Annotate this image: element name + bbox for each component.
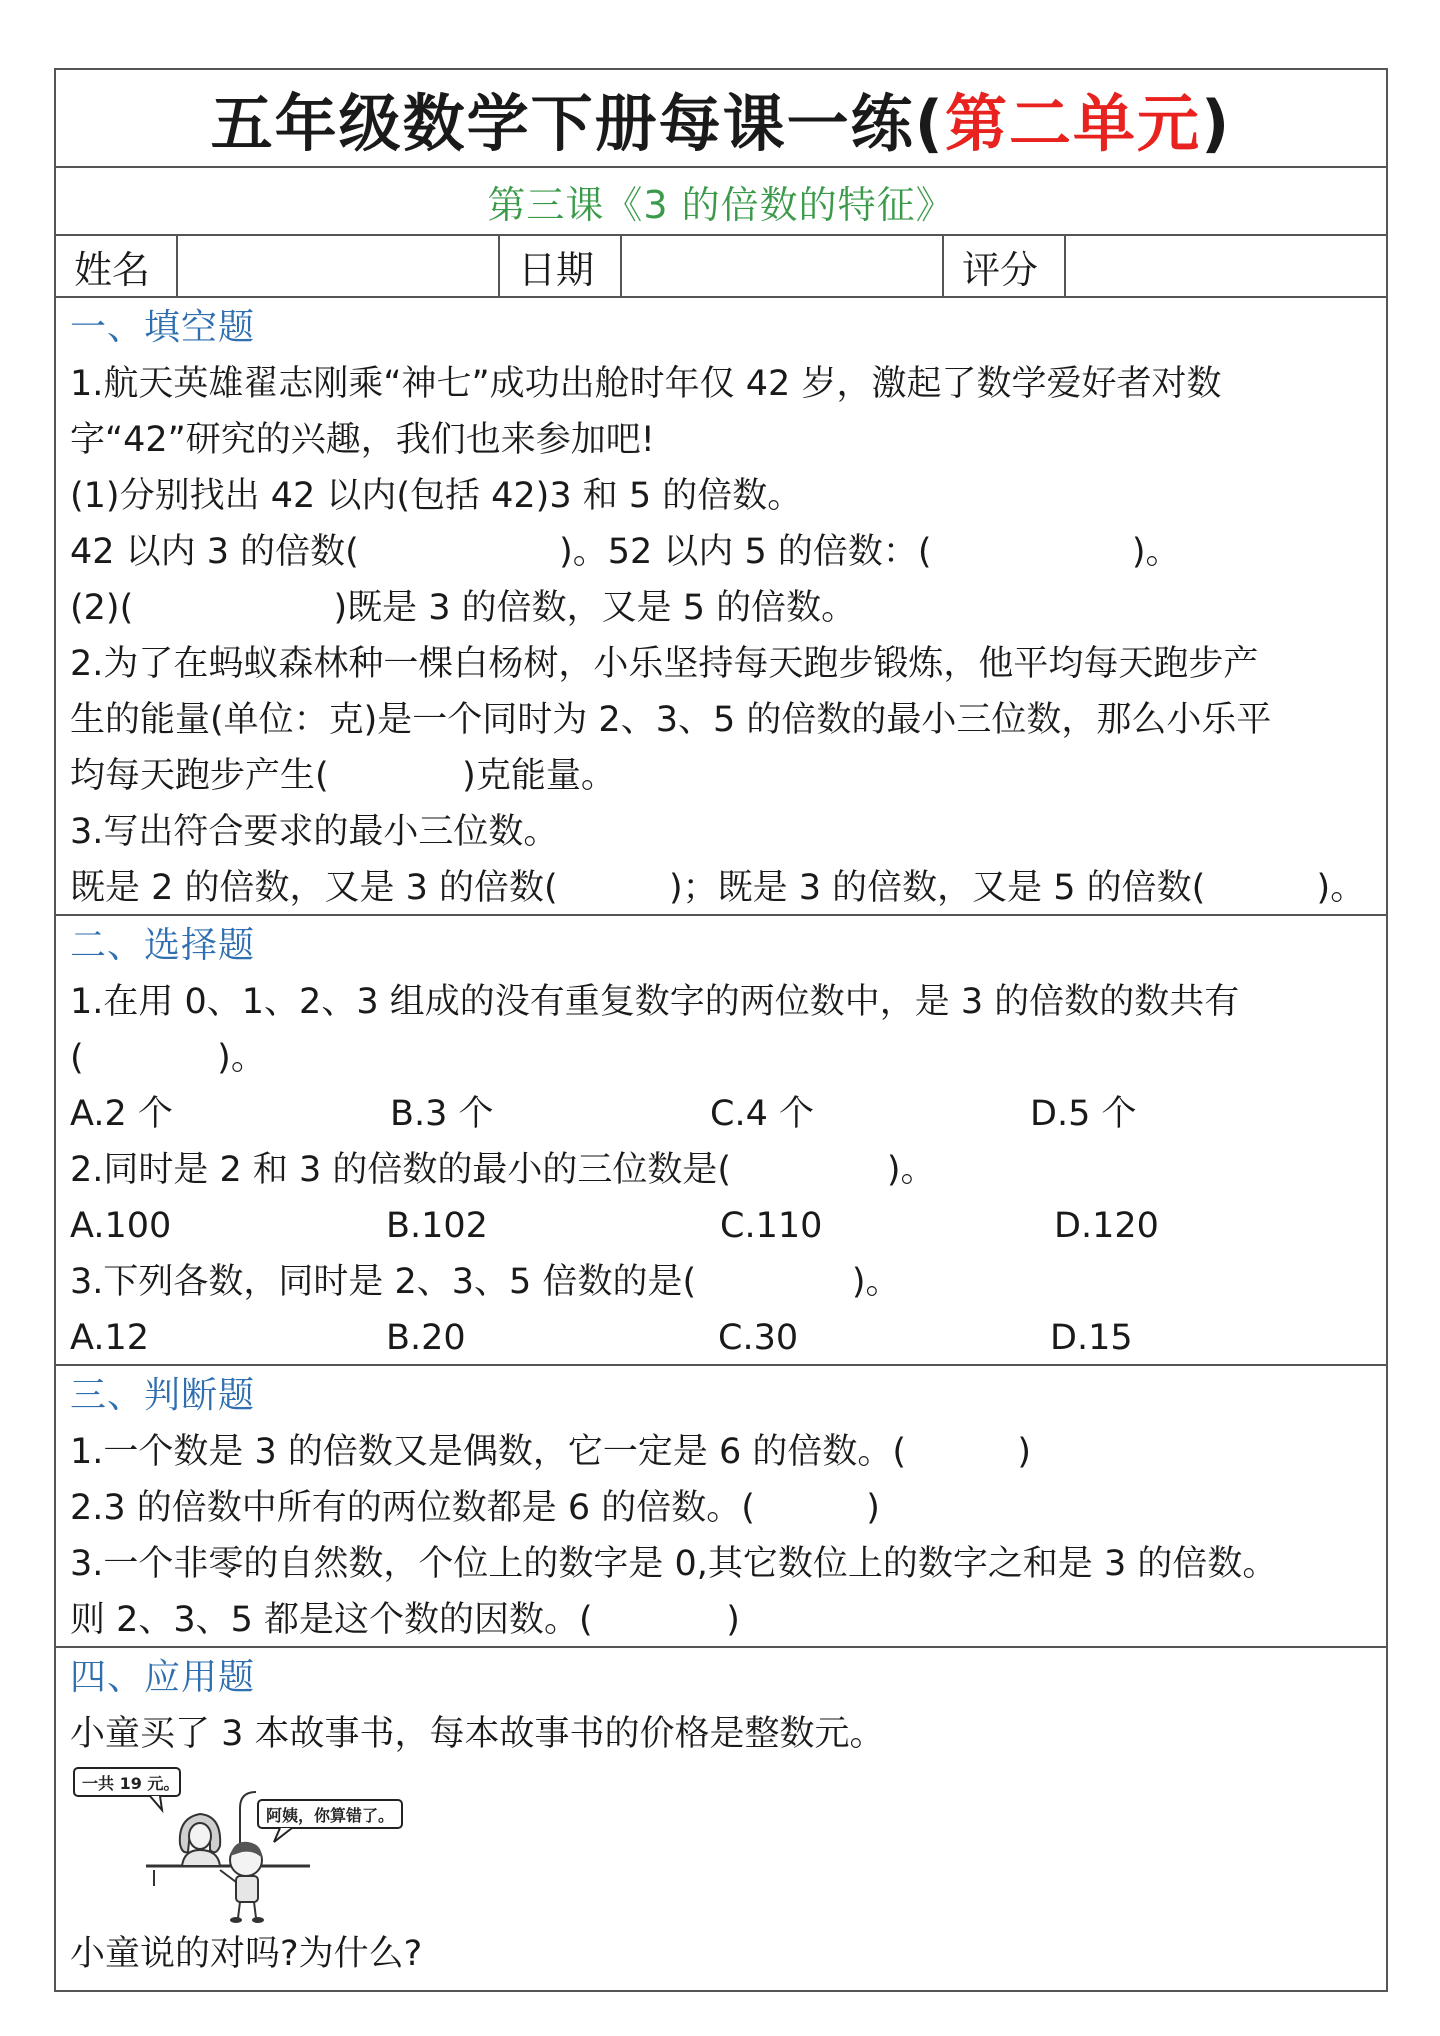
question-line: 均每天跑步产生( )克能量。	[70, 756, 616, 796]
score-label: 评分	[944, 236, 1066, 296]
option-b[interactable]: B.3 个	[390, 1094, 494, 1134]
option-a[interactable]: A.12	[70, 1318, 149, 1358]
title-unit: 第二单元	[944, 86, 1201, 160]
section-heading: 二、选择题	[70, 925, 256, 966]
score-field[interactable]	[1066, 236, 1386, 296]
option-d[interactable]: D.5 个	[1030, 1094, 1137, 1134]
section-apply	[56, 1648, 1386, 1992]
options-row	[70, 1198, 1376, 1254]
question-line: 字“42”研究的兴趣，我们也来参加吧!	[70, 420, 655, 460]
date-label: 日期	[500, 236, 622, 296]
question-line: 42 以内 3 的倍数( )。52 以内 5 的倍数：( )。	[70, 532, 1181, 572]
option-c[interactable]: C.30	[718, 1318, 799, 1358]
option-b[interactable]: B.102	[386, 1206, 488, 1246]
section-heading: 四、应用题	[70, 1657, 256, 1698]
section-judge	[56, 1366, 1386, 1648]
subtitle-row	[56, 168, 1386, 236]
question-line: 小童说的对吗?为什么?	[70, 1934, 423, 1974]
cartoon-illustration	[70, 1762, 1376, 1926]
question-line: 1.在用 0、1、2、3 组成的没有重复数字的两位数中，是 3 的倍数的数共有	[70, 982, 1240, 1022]
question-line: 2.同时是 2 和 3 的倍数的最小的三位数是( )。	[70, 1150, 936, 1190]
lesson-subtitle: 第三课《3 的倍数的特征》	[487, 182, 955, 227]
question-line: 1.一个数是 3 的倍数又是偶数，它一定是 6 的倍数。( )	[70, 1432, 1031, 1472]
question-line: ( )。	[70, 1038, 266, 1078]
section-heading: 一、填空题	[70, 307, 256, 348]
question-line: 生的能量(单位：克)是一个同时为 2、3、5 的倍数的最小三位数，那么小乐平	[70, 700, 1272, 740]
option-d[interactable]: D.120	[1054, 1206, 1159, 1246]
question-line: 1.航天英雄翟志刚乘“神七”成功出舱时年仅 42 岁，激起了数学爱好者对数	[70, 364, 1222, 404]
option-c[interactable]: C.4 个	[710, 1094, 814, 1134]
option-d[interactable]: D.15	[1050, 1318, 1133, 1358]
option-a[interactable]: A.100	[70, 1206, 172, 1246]
question-line: 2.3 的倍数中所有的两位数都是 6 的倍数。( )	[70, 1488, 880, 1528]
name-field[interactable]	[178, 236, 500, 296]
question-line: 3.写出符合要求的最小三位数。	[70, 812, 559, 852]
title-main: 五年级数学下册每课一练(	[210, 86, 945, 160]
info-row	[56, 236, 1386, 298]
page-title	[211, 74, 1232, 163]
section-fill-in	[56, 298, 1386, 916]
question-line: 既是 2 的倍数，又是 3 的倍数( )；既是 3 的倍数，又是 5 的倍数( )。	[70, 868, 1366, 908]
title-row	[56, 70, 1386, 168]
question-line: 则 2、3、5 都是这个数的因数。( )	[70, 1600, 740, 1640]
option-c[interactable]: C.110	[720, 1206, 823, 1246]
name-label: 姓名	[56, 236, 178, 296]
question-line: (1)分别找出 42 以内(包括 42)3 和 5 的倍数。	[70, 476, 803, 516]
clerk-and-child-illustration	[70, 1762, 410, 1926]
clerk-bubble-text: 一共 19 元。	[82, 1774, 180, 1793]
title-close: )	[1201, 86, 1232, 160]
question-line: 2.为了在蚂蚁森林种一棵白杨树，小乐坚持每天跑步锻炼，他平均每天跑步产	[70, 644, 1259, 684]
date-field[interactable]	[622, 236, 944, 296]
option-a[interactable]: A.2 个	[70, 1094, 173, 1134]
question-line: 小童买了 3 本故事书，每本故事书的价格是整数元。	[70, 1714, 885, 1754]
worksheet	[54, 68, 1388, 1992]
child-bubble-text: 阿姨，你算错了。	[266, 1806, 395, 1825]
section-heading: 三、判断题	[70, 1375, 256, 1416]
question-line: 3.下列各数，同时是 2、3、5 倍数的是( )。	[70, 1262, 901, 1302]
question-line: (2)( )既是 3 的倍数，又是 5 的倍数。	[70, 588, 857, 628]
options-row	[70, 1310, 1376, 1366]
options-row	[70, 1086, 1376, 1142]
option-b[interactable]: B.20	[386, 1318, 466, 1358]
question-line: 3.一个非零的自然数，个位上的数字是 0,其它数位上的数字之和是 3 的倍数。	[70, 1544, 1278, 1584]
section-choice	[56, 916, 1386, 1366]
